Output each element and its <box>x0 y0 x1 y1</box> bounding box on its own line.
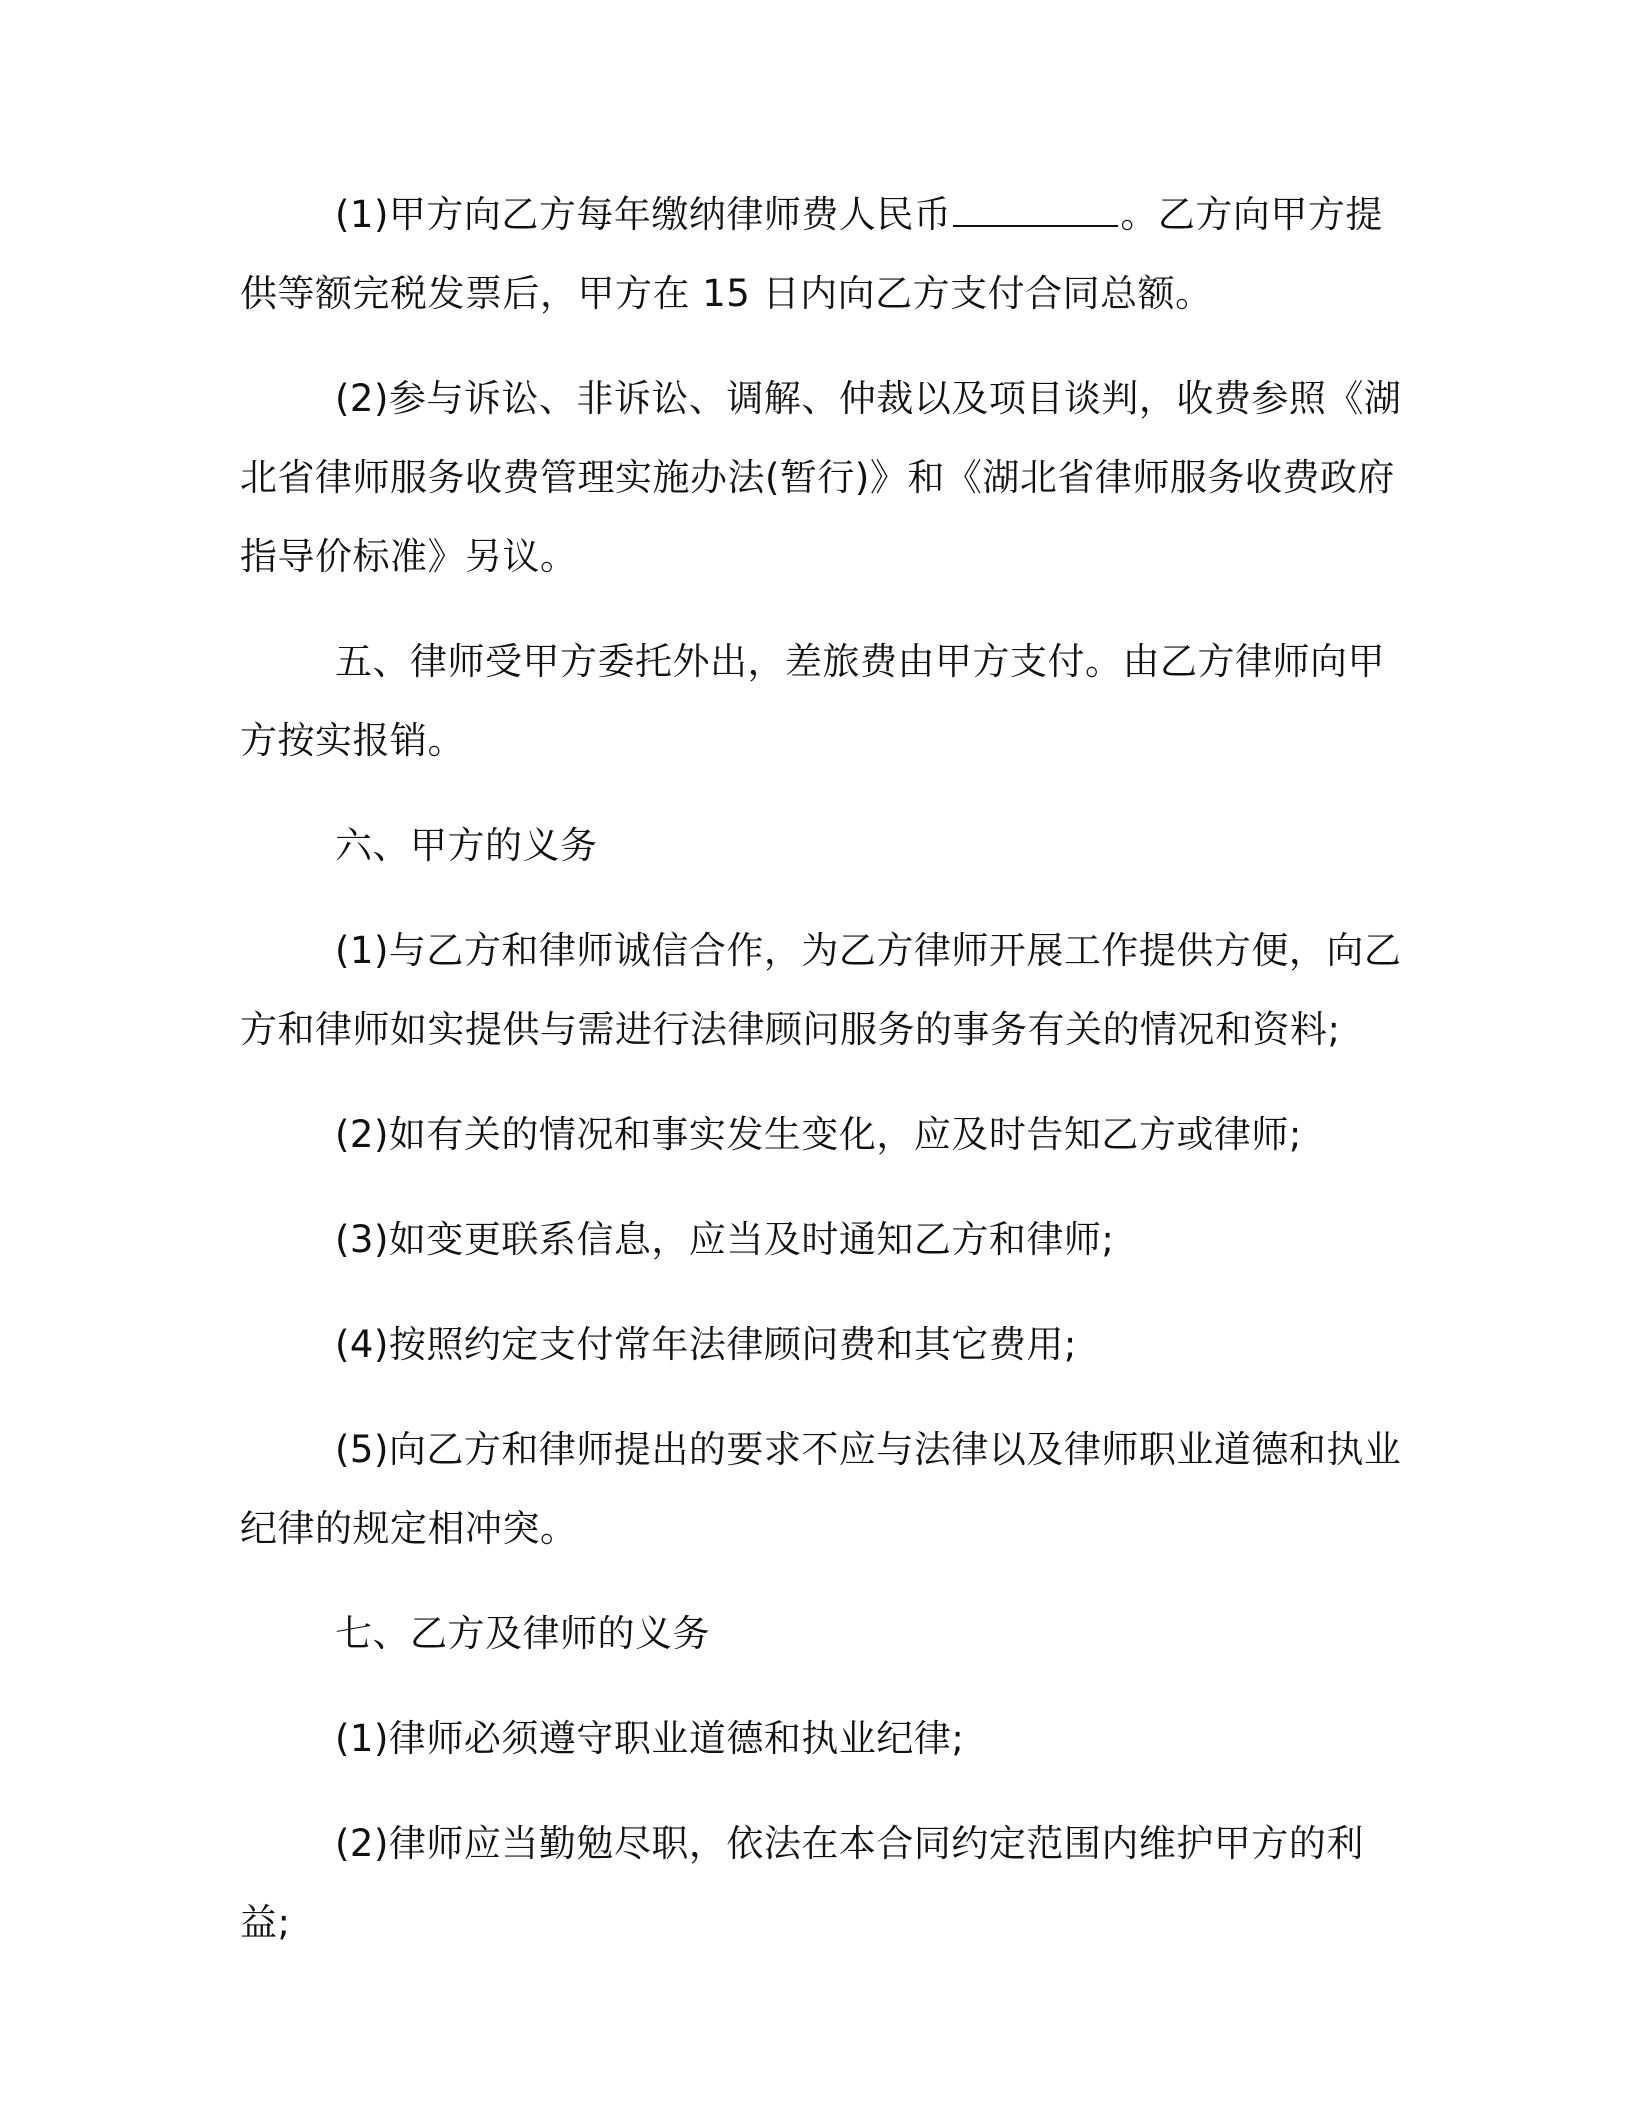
obligation-a-1: (1)与乙方和律师诚信合作，为乙方律师开展工作提供方便，向乙方和律师如实提供与需进行法律顾问服务的事务有关的情况和资料; <box>240 929 1402 1051</box>
heading-party-a-obligations: 六、甲方的义务 <box>335 824 598 867</box>
obligation-b-1: (1)律师必须遵守职业道德和执业纪律; <box>335 1717 965 1760</box>
fee-text-before: (1)甲方向乙方每年缴纳律师费人民币 <box>335 193 952 236</box>
fee-amount-blank <box>953 195 1118 227</box>
paragraph-travel-expenses: 五、律师受甲方委托外出，差旅费由甲方支付。由乙方律师向甲方按实报销。 <box>240 640 1385 762</box>
paragraph-fee-payment <box>240 175 1410 333</box>
obligation-a-5: (5)向乙方和律师提出的要求不应与法律以及律师职业道德和执业纪律的规定相冲突。 <box>240 1428 1402 1550</box>
obligation-a-2: (2)如有关的情况和事实发生变化，应及时告知乙方或律师; <box>335 1113 1302 1156</box>
obligation-a-3: (3)如变更联系信息，应当及时通知乙方和律师; <box>335 1218 1115 1261</box>
heading-party-b-obligations: 七、乙方及律师的义务 <box>335 1612 710 1655</box>
obligation-a-4: (4)按照约定支付常年法律顾问费和其它费用; <box>335 1323 1077 1366</box>
document-body <box>240 175 1410 1988</box>
obligation-b-2: (2)律师应当勤勉尽职，依法在本合同约定范围内维护甲方的利益; <box>240 1822 1364 1944</box>
fee-text-after: 。乙方向甲方提供等额完税发票后，甲方在 15 日内向乙方支付合同总额。 <box>240 193 1383 315</box>
paragraph-litigation-fee: (2)参与诉讼、非诉讼、调解、仲裁以及项目谈判，收费参照《湖北省律师服务收费管理实施办法(暂行)》和《湖北省律师服务收费政府指导价标准》另议。 <box>240 377 1402 578</box>
